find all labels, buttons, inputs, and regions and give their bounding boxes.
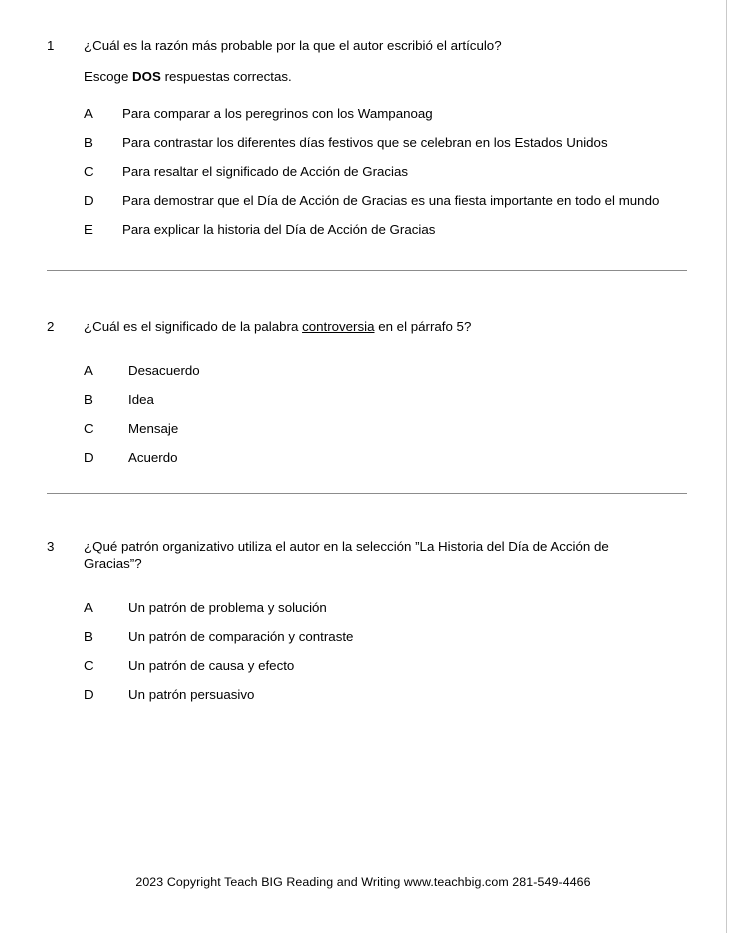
option-text: Un patrón de comparación y contraste bbox=[128, 629, 354, 644]
option-row[interactable] bbox=[0, 192, 726, 209]
option-letter: C bbox=[84, 164, 94, 179]
option-text: Para comparar a los peregrinos con los Wampanoag bbox=[122, 106, 433, 121]
option-text: Para resaltar el significado de Acción de Gracias bbox=[122, 164, 409, 179]
option-row[interactable] bbox=[0, 599, 726, 616]
question-1-stem-row bbox=[0, 37, 726, 54]
question-2-stem-row bbox=[0, 318, 726, 335]
option-letter: A bbox=[84, 600, 93, 615]
option-letter: B bbox=[84, 135, 93, 150]
option-letter: E bbox=[84, 222, 93, 237]
option-letter: C bbox=[84, 658, 94, 673]
question-3-number: 3 bbox=[47, 539, 55, 554]
question-1-number: 1 bbox=[47, 38, 55, 53]
option-letter: B bbox=[84, 629, 93, 644]
option-row[interactable] bbox=[0, 657, 726, 674]
option-letter: D bbox=[84, 687, 94, 702]
option-text: Idea bbox=[128, 392, 154, 407]
question-1-subnote-prefix: Escoge bbox=[84, 69, 133, 84]
option-row[interactable] bbox=[0, 449, 726, 466]
option-letter: D bbox=[84, 193, 94, 208]
question-1-options bbox=[0, 105, 726, 238]
option-text: Para contrastar los diferentes días festivos que se celebran en los Estados Unidos bbox=[122, 135, 608, 150]
option-row[interactable] bbox=[0, 163, 726, 180]
question-2 bbox=[0, 271, 726, 466]
option-row[interactable] bbox=[0, 628, 726, 645]
question-3-options bbox=[0, 599, 726, 703]
option-row[interactable] bbox=[0, 686, 726, 703]
question-2-stem-after: en el párrafo 5? bbox=[374, 319, 472, 334]
option-text: Un patrón de problema y solución bbox=[128, 600, 327, 615]
option-text: Para explicar la historia del Día de Acción de Gracias bbox=[122, 222, 436, 237]
question-2-vocab-word: controversia bbox=[302, 319, 375, 334]
option-letter: A bbox=[84, 363, 93, 378]
option-row[interactable] bbox=[0, 221, 726, 238]
question-2-options bbox=[0, 362, 726, 466]
question-2-stem-before: ¿Cuál es el significado de la palabra bbox=[84, 319, 303, 334]
question-1-subnote bbox=[84, 68, 726, 85]
option-letter: B bbox=[84, 392, 93, 407]
option-row[interactable] bbox=[0, 420, 726, 437]
option-text: Para demostrar que el Día de Acción de Gracias es una fiesta importante en todo el mundo bbox=[122, 193, 660, 208]
question-1-subnote-bold: DOS bbox=[132, 69, 161, 84]
option-row[interactable] bbox=[0, 391, 726, 408]
page-footer: 2023 Copyright Teach BIG Reading and Writing www.teachbig.com 281-549-4466 bbox=[135, 875, 591, 889]
option-text: Acuerdo bbox=[128, 450, 178, 465]
question-3-stem: ¿Qué patrón organizativo utiliza el autor en la selección ”La Historia del Día de Acción de Gracias”? bbox=[84, 539, 609, 571]
question-1-stem: ¿Cuál es la razón más probable por la que el autor escribió el artículo? bbox=[84, 38, 502, 53]
option-row[interactable] bbox=[0, 105, 726, 122]
option-letter: D bbox=[84, 450, 94, 465]
option-row[interactable] bbox=[0, 134, 726, 151]
option-text: Mensaje bbox=[128, 421, 179, 436]
option-letter: C bbox=[84, 421, 94, 436]
question-1 bbox=[0, 0, 726, 238]
question-1-subnote-suffix: respuestas correctas. bbox=[160, 69, 292, 84]
option-row[interactable] bbox=[0, 362, 726, 379]
option-text: Desacuerdo bbox=[128, 363, 200, 378]
question-3 bbox=[0, 494, 726, 703]
option-text: Un patrón persuasivo bbox=[128, 687, 255, 702]
option-text: Un patrón de causa y efecto bbox=[128, 658, 295, 673]
question-3-stem-row bbox=[0, 538, 726, 572]
question-2-stem bbox=[84, 318, 726, 335]
question-2-number: 2 bbox=[47, 319, 55, 334]
option-letter: A bbox=[84, 106, 93, 121]
page-right-gutter bbox=[727, 0, 735, 933]
